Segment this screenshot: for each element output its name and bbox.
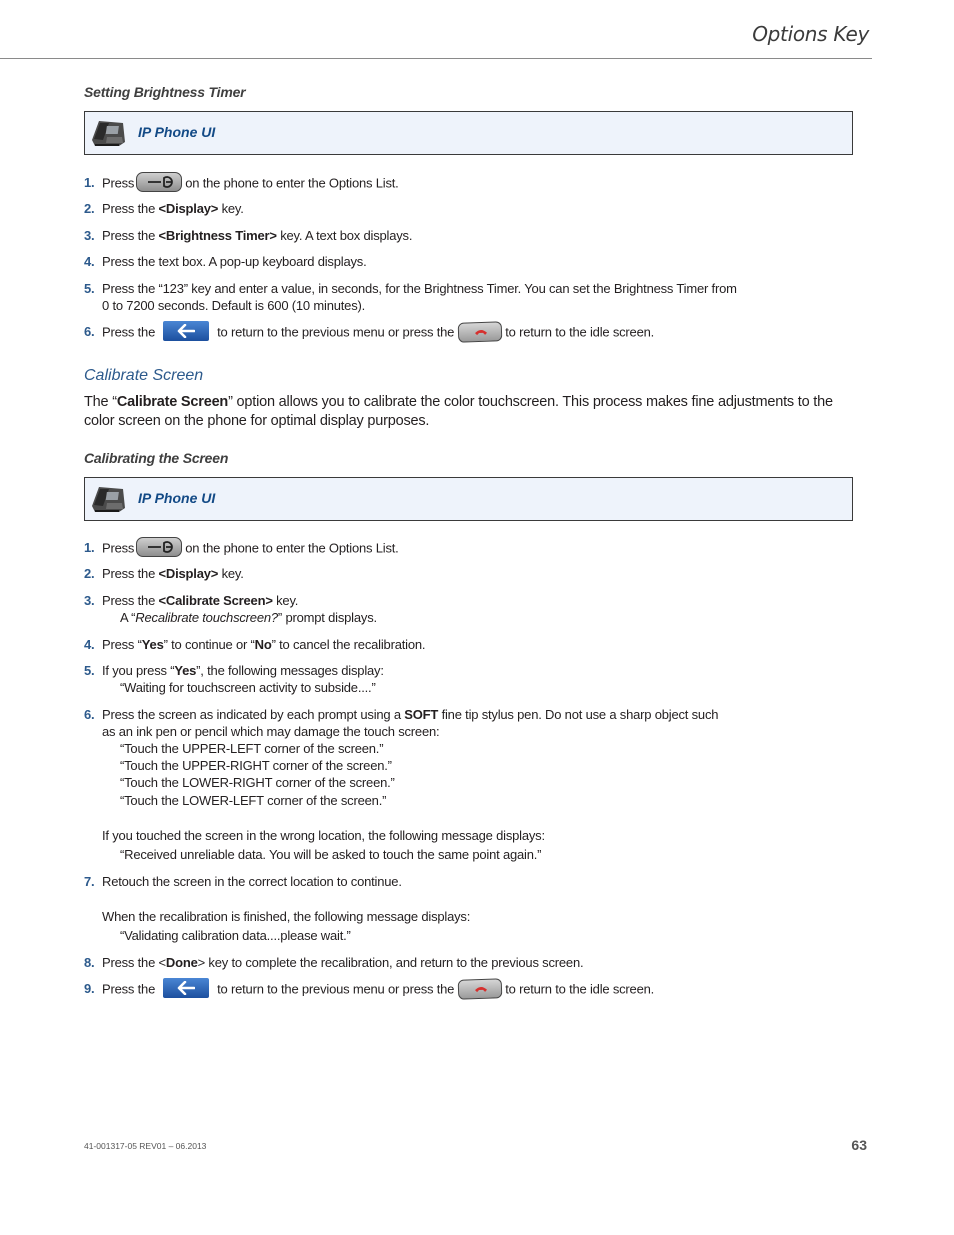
list-item-note: When the recalibration is finished, the following message displays: bbox=[102, 909, 471, 924]
list-item-detail: “Waiting for touchscreen activity to subside....” bbox=[120, 680, 376, 695]
document-id: 41-001317-05 REV01 – 06.2013 bbox=[84, 1141, 207, 1151]
prompt-message: “Received unreliable data. You will be asked to touch the same point again.” bbox=[120, 847, 542, 862]
prompt-message: “Touch the UPPER-LEFT corner of the screen.” bbox=[120, 741, 384, 756]
list-item: 1. Press on the phone to enter the Options List. bbox=[84, 174, 399, 194]
section-heading-calibrate-screen: Calibrate Screen bbox=[84, 367, 204, 384]
prompt-message: “Touch the UPPER-RIGHT corner of the screen.” bbox=[120, 758, 392, 773]
page-number: 63 bbox=[851, 1137, 867, 1153]
back-arrow-key-icon bbox=[163, 978, 209, 998]
ip-phone-ui-label: IP Phone UI bbox=[138, 490, 216, 506]
list-item: 8. Press the <Done> key to complete the recalibration, and return to the previous screen. bbox=[84, 955, 584, 970]
intro-paragraph: The “Calibrate Screen” option allows you to calibrate the color touchscreen. This process makes fine adjustments to the color screen on the phone for optimal display purposes. bbox=[84, 394, 833, 429]
list-item: 4. Press the text box. A pop-up keyboard displays. bbox=[84, 254, 367, 269]
list-item: 3. Press the <Brightness Timer> key. A text box displays. bbox=[84, 228, 413, 243]
list-item-continuation: 0 to 7200 seconds. Default is 600 (10 minutes). bbox=[102, 298, 366, 313]
section-heading-brightness-timer: Setting Brightness Timer bbox=[84, 84, 246, 100]
options-key-icon bbox=[136, 537, 182, 557]
list-item: 7. Retouch the screen in the correct location to continue. bbox=[84, 874, 402, 889]
header-rule bbox=[0, 58, 872, 59]
list-item: 1. Press on the phone to enter the Options List. bbox=[84, 539, 399, 559]
goodbye-key-icon bbox=[458, 978, 503, 1000]
list-item: 4. Press “Yes” to continue or “No” to cancel the recalibration. bbox=[84, 637, 426, 652]
list-item: 5. Press the “123” key and enter a value, in seconds, for the Brightness Timer. You can set the Brightness Timer from bbox=[84, 281, 737, 296]
desk-phone-icon bbox=[89, 484, 127, 519]
list-item: 9. Press the to return to the previous menu or press the to return to the idle screen. bbox=[84, 980, 654, 1000]
list-item-detail: A “Recalibrate touchscreen?” prompt displays. bbox=[120, 610, 377, 625]
ip-phone-ui-label: IP Phone UI bbox=[138, 124, 216, 140]
back-arrow-key-icon bbox=[163, 321, 209, 341]
running-header-title: Options Key bbox=[752, 22, 869, 46]
ip-phone-ui-box bbox=[84, 111, 853, 155]
list-item: 6. Press the screen as indicated by each prompt using a SOFT fine tip stylus pen. Do not use a sharp object such bbox=[84, 707, 719, 722]
list-item: 6. Press the to return to the previous menu or press the to return to the idle screen. bbox=[84, 323, 654, 343]
list-item: 2. Press the <Display> key. bbox=[84, 201, 244, 216]
list-item: 5. If you press “Yes”, the following messages display: bbox=[84, 663, 384, 678]
prompt-message: “Touch the LOWER-LEFT corner of the screen.” bbox=[120, 793, 387, 808]
list-item-continuation: as an ink pen or pencil which may damage the touch screen: bbox=[102, 724, 440, 739]
list-item-note: If you touched the screen in the wrong location, the following message displays: bbox=[102, 828, 545, 843]
desk-phone-icon bbox=[89, 118, 127, 153]
section-heading-calibrating-the-screen: Calibrating the Screen bbox=[84, 450, 229, 466]
options-key-icon bbox=[136, 172, 182, 192]
ip-phone-ui-box bbox=[84, 477, 853, 521]
prompt-message: “Validating calibration data....please wait.” bbox=[120, 928, 351, 943]
list-item: 2. Press the <Display> key. bbox=[84, 566, 244, 581]
list-item: 3. Press the <Calibrate Screen> key. bbox=[84, 593, 299, 608]
prompt-message: “Touch the LOWER-RIGHT corner of the screen.” bbox=[120, 775, 395, 790]
goodbye-key-icon bbox=[458, 321, 503, 343]
